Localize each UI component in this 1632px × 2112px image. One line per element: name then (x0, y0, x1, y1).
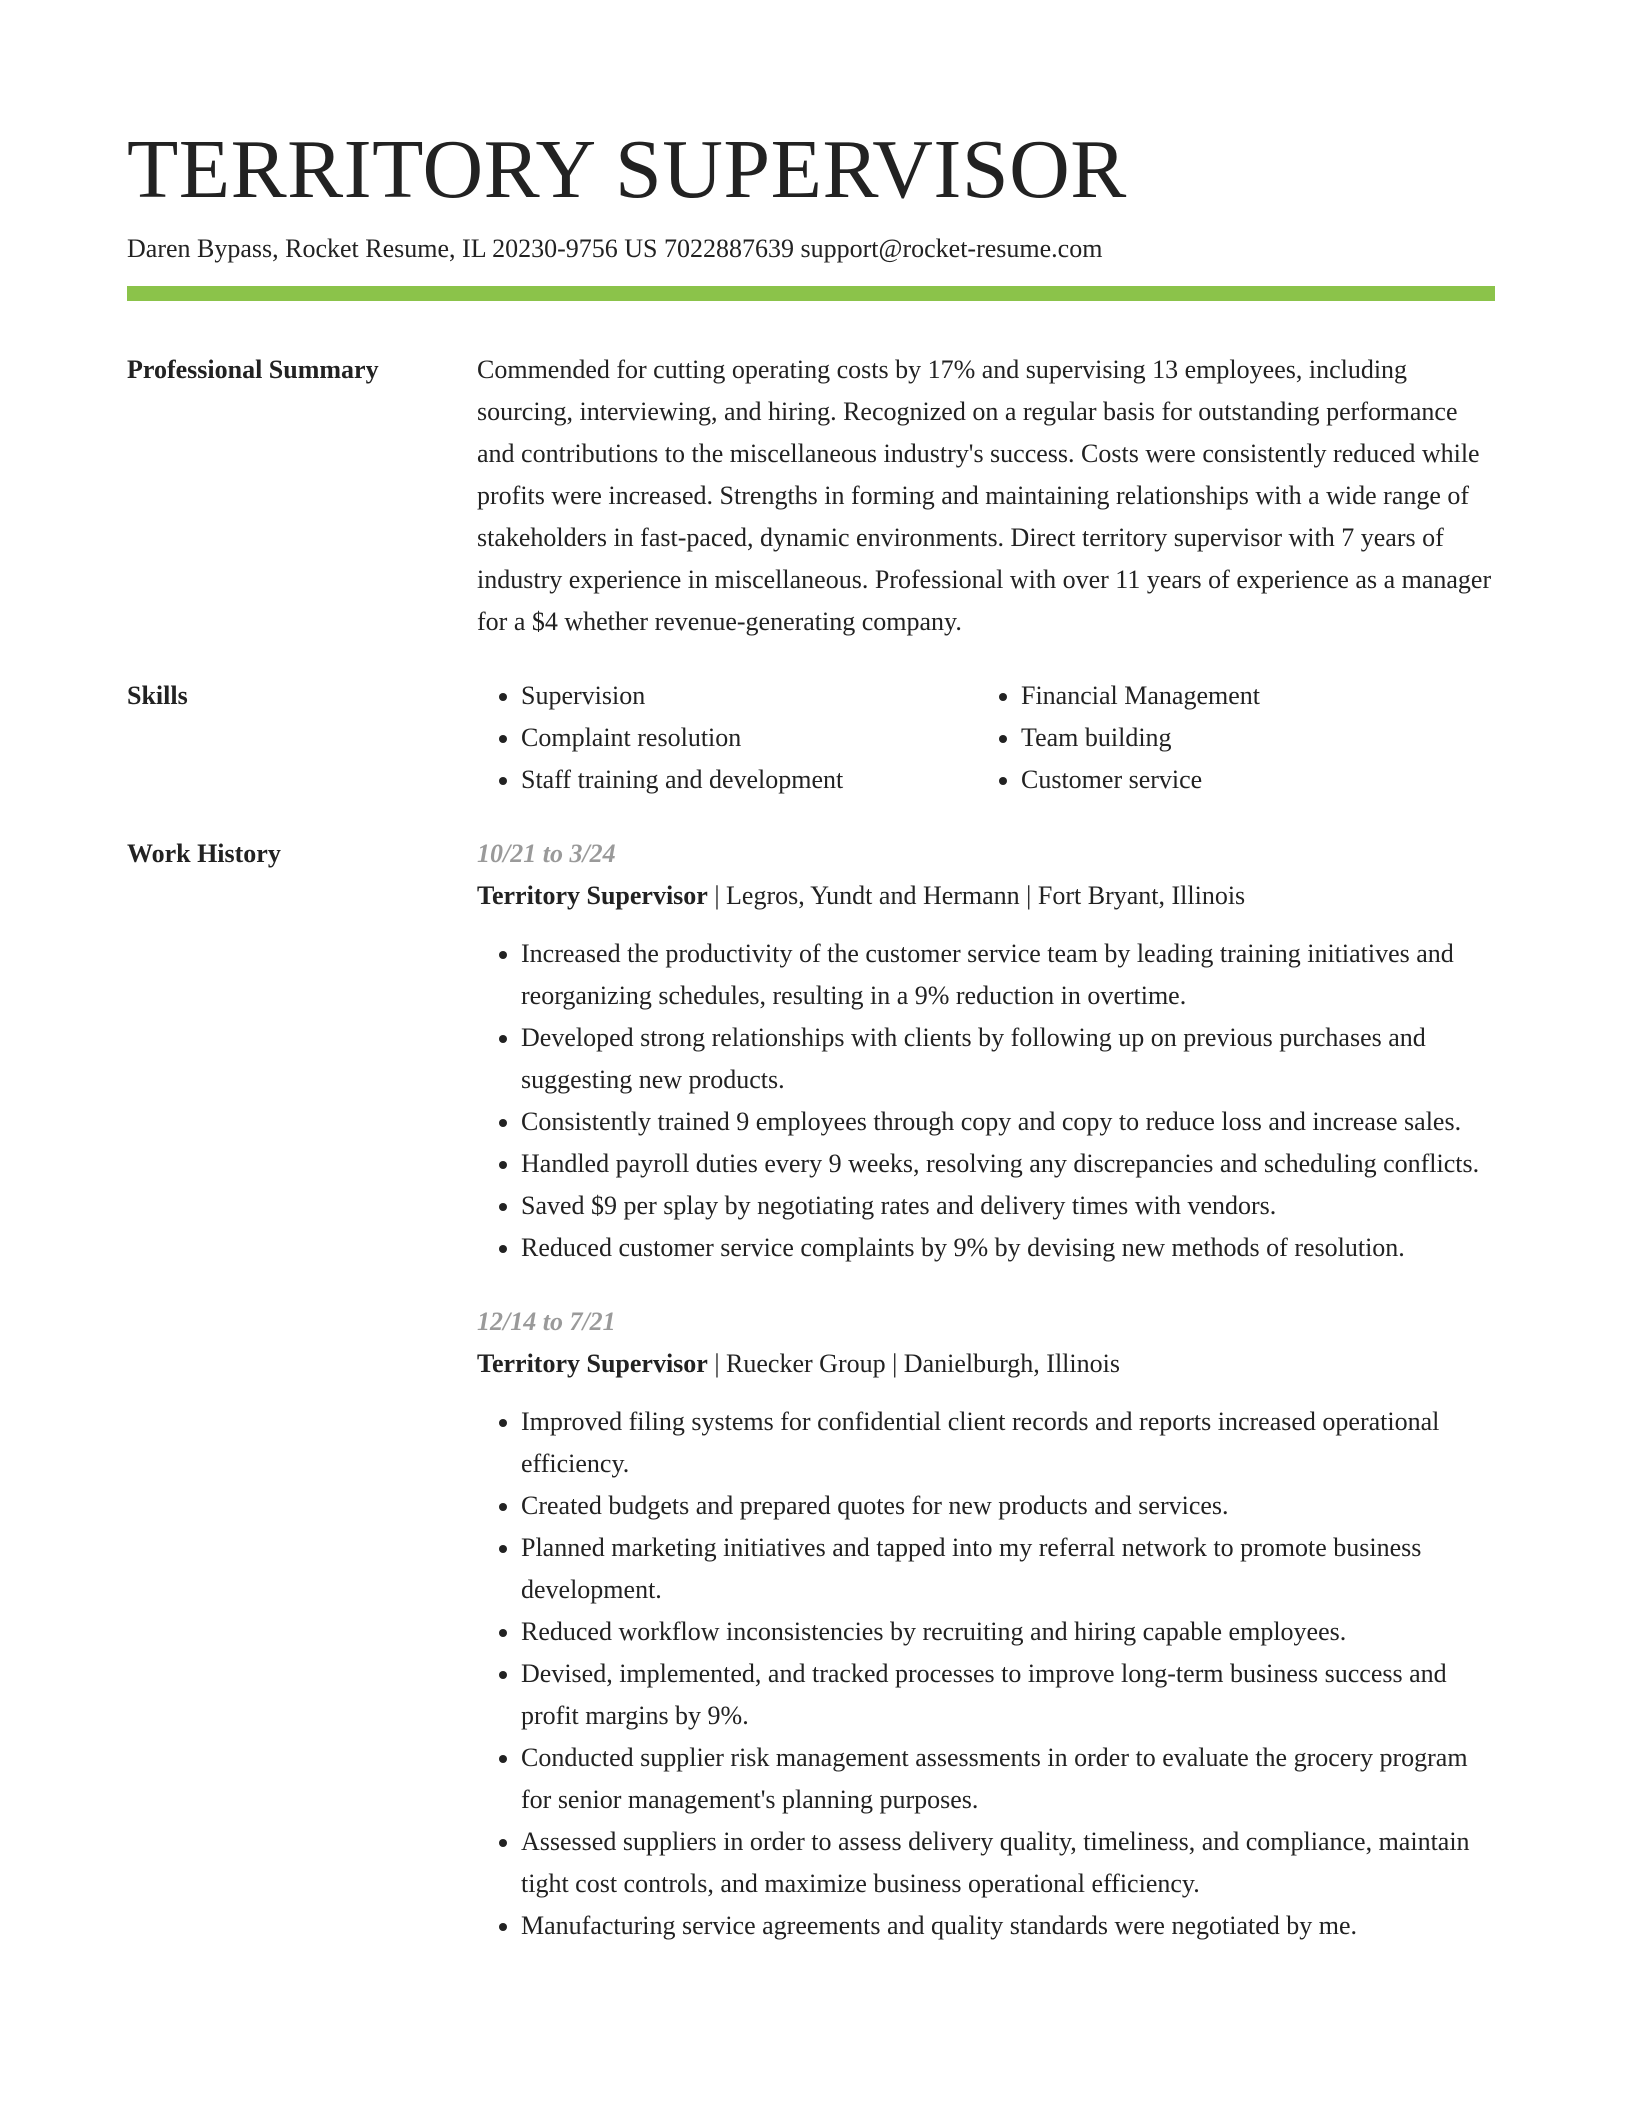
job-bullet: • Improved filing systems for confidential client records and reports increased operational efficiency. (521, 1401, 1495, 1485)
skills-section (127, 675, 1495, 801)
skills-heading: Skills (127, 681, 188, 710)
job-bullet: • Reduced customer service complaints by 9% by devising new methods of resolution. (521, 1227, 1495, 1269)
skill-item: • Financial Management (1021, 675, 1495, 717)
skills-grid (477, 675, 1495, 801)
job-title-line (477, 1343, 1495, 1385)
job-bullets (477, 933, 1495, 1269)
job-bullet: • Devised, implemented, and tracked processes to improve long-term business success and profit margins by 9%. (521, 1653, 1495, 1737)
job-bullet: • Manufacturing service agreements and quality standards were negotiated by me. (521, 1905, 1495, 1947)
resume-title: TERRITORY SUPERVISOR (127, 123, 1127, 216)
job-bullets (477, 1401, 1495, 1947)
job-bullet: • Consistently trained 9 employees through copy and copy to reduce loss and increase sales. (521, 1101, 1495, 1143)
skill-item: • Complaint resolution (521, 717, 977, 759)
job-bullet: • Saved $9 per splay by negotiating rates and delivery times with vendors. (521, 1185, 1495, 1227)
header-divider (127, 286, 1495, 301)
skills-body (477, 675, 1495, 801)
job-bullet: • Planned marketing initiatives and tapped into my referral network to promote business development. (521, 1527, 1495, 1611)
job-bullet: • Assessed suppliers in order to assess delivery quality, timeliness, and compliance, maintain tight cost controls, and maximize business operational efficiency. (521, 1821, 1495, 1905)
work-history-section (127, 833, 1495, 1947)
skills-list-right (977, 675, 1495, 801)
job-bullet: • Handled payroll duties every 9 weeks, resolving any discrepancies and scheduling conflicts. (521, 1143, 1495, 1185)
job-dates: 12/14 to 7/21 (477, 1307, 616, 1336)
job-entry (477, 1301, 1495, 1947)
job-bullet: • Increased the productivity of the customer service team by leading training initiatives and reorganizing schedules, resulting in a 9% reduction in overtime. (521, 933, 1495, 1017)
contact-line: Daren Bypass, Rocket Resume, IL 20230-9756 US 7022887639 support@rocket-resume.com (127, 234, 1103, 263)
summary-text: Commended for cutting operating costs by 17% and supervising 13 employees, including sourcing, interviewing, and hiring. Recognized on a regular basis for outstanding performance and contributions to the miscellaneous industry's success. Costs were consistently reduced while profits were increased. Strengths in forming and maintaining relationships with a wide range of stakeholders in fast-paced, dynamic environments. Direct territory supervisor with 7 years of industry experience in miscellaneous. Professional with over 11 years of experience as a manager for a $4 whether revenue-generating company. (477, 355, 1492, 636)
skill-item: • Supervision (521, 675, 977, 717)
job-bullet: • Conducted supplier risk management assessments in order to evaluate the grocery program for senior management's planning purposes. (521, 1737, 1495, 1821)
job-title: Territory Supervisor (477, 881, 708, 910)
skill-item: • Staff training and development (521, 759, 977, 801)
work-history-heading: Work History (127, 839, 281, 868)
job-bullet: • Developed strong relationships with clients by following up on previous purchases and suggesting new products. (521, 1017, 1495, 1101)
job-dates: 10/21 to 3/24 (477, 839, 616, 868)
job-title-line (477, 875, 1495, 917)
job-details: | Legros, Yundt and Hermann | Fort Bryant, Illinois (707, 881, 1246, 910)
summary-section (127, 349, 1495, 643)
skill-item: • Team building (1021, 717, 1495, 759)
skills-list-left (477, 675, 977, 801)
skill-item: • Customer service (1021, 759, 1495, 801)
job-title: Territory Supervisor (477, 1349, 708, 1378)
work-history-body (477, 833, 1495, 1947)
resume-page (127, 118, 1495, 1947)
job-bullet: • Reduced workflow inconsistencies by recruiting and hiring capable employees. (521, 1611, 1495, 1653)
job-details: | Ruecker Group | Danielburgh, Illinois (707, 1349, 1120, 1378)
summary-heading: Professional Summary (127, 355, 379, 384)
job-entry (477, 833, 1495, 1269)
job-bullet: • Created budgets and prepared quotes for new products and services. (521, 1485, 1495, 1527)
